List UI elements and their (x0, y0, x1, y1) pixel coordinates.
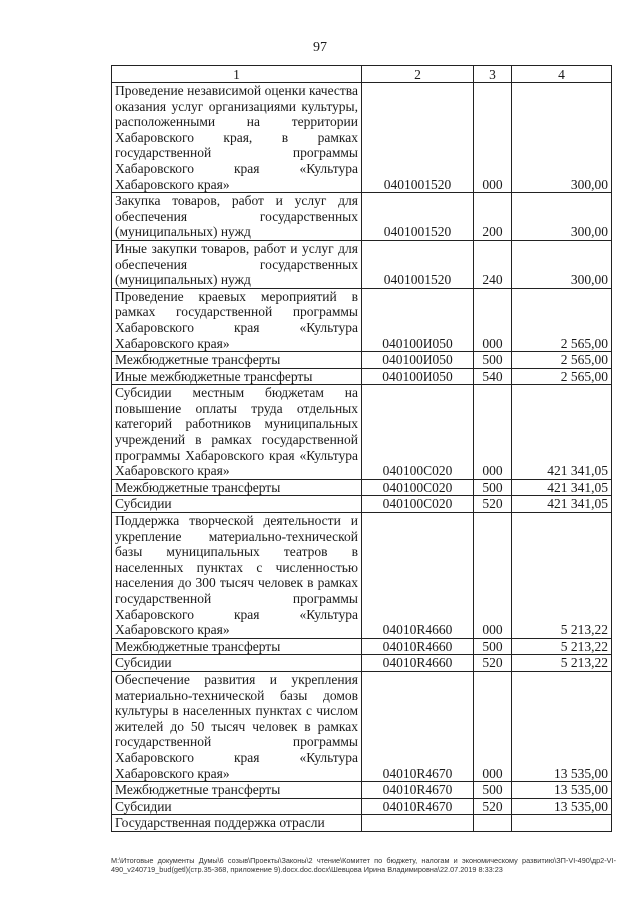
row-code: 040100С020 (362, 479, 474, 496)
table-row (112, 782, 612, 799)
row-name: Поддержка творческой деятельности и укрепление материально-технической базы муниципальных театров в населенных пунктах с численностью населения до 300 тысяч человек в рамках государственной программы Хабаровского края «Культура Хабаровского края» (112, 513, 362, 639)
row-expense-type: 500 (474, 782, 512, 799)
row-name: Субсидии (112, 655, 362, 672)
table-row (112, 288, 612, 351)
row-name: Субсидии (112, 798, 362, 815)
row-expense-type: 520 (474, 496, 512, 513)
row-amount (512, 815, 612, 832)
row-name: Обеспечение развития и укрепления материально-технической базы домов культуры в населенных пунктах с числом жителей до 50 тысяч человек в рамках государственной программы Хабаровского края «Культура Хабаровского края» (112, 671, 362, 781)
row-code: 04010R4670 (362, 782, 474, 799)
document-path-footer: M:\Итоговые документы Думы\6 созыв\Проекты\Законы\2 чтение\Комитет по бюджету, налогам и экономическому развитию\ЗП-VI-490\др2-VI-490_v240719_bud(getl)(стр.35-368, приложение 9).docx.doc.docx\Шевцова Ирина Владимировна\22.07.2019 8:33:23 (111, 856, 616, 874)
row-name: Иные межбюджетные трансферты (112, 368, 362, 385)
row-name: Проведение независимой оценки качества оказания услуг организациями культуры, расположенными на территории Хабаровского края, в рамках государственной программы Хабаровского края «Культура Хабаровского края» (112, 83, 362, 193)
table-row (112, 798, 612, 815)
row-amount: 13 535,00 (512, 671, 612, 781)
row-expense-type (474, 815, 512, 832)
row-name: Субсидии (112, 496, 362, 513)
row-amount: 5 213,22 (512, 638, 612, 655)
table-row (112, 513, 612, 639)
row-expense-type: 000 (474, 288, 512, 351)
row-amount: 2 565,00 (512, 288, 612, 351)
row-name: Государственная поддержка отрасли (112, 815, 362, 832)
row-name: Межбюджетные трансферты (112, 479, 362, 496)
row-expense-type: 000 (474, 385, 512, 480)
row-code: 0401001520 (362, 240, 474, 288)
row-amount: 421 341,05 (512, 496, 612, 513)
row-code: 04010R4670 (362, 798, 474, 815)
table-row (112, 240, 612, 288)
table-row (112, 655, 612, 672)
column-header-3: 3 (474, 66, 512, 83)
row-code: 04010R4670 (362, 671, 474, 781)
row-code: 040100И050 (362, 288, 474, 351)
table-row (112, 815, 612, 832)
row-name: Субсидии местным бюджетам на повышение оплаты труда отдельных категорий работников муниципальных учреждений в рамках государственной программы Хабаровского края «Культура Хабаровского края» (112, 385, 362, 480)
table-header-row (112, 66, 612, 83)
row-name: Проведение краевых мероприятий в рамках государственной программы Хабаровского края «Культура Хабаровского края» (112, 288, 362, 351)
row-amount: 2 565,00 (512, 368, 612, 385)
table-row (112, 352, 612, 369)
row-expense-type: 520 (474, 655, 512, 672)
page-number: 97 (313, 40, 327, 55)
row-amount: 300,00 (512, 83, 612, 193)
row-code (362, 815, 474, 832)
row-expense-type: 540 (474, 368, 512, 385)
row-name: Межбюджетные трансферты (112, 782, 362, 799)
column-header-1: 1 (112, 66, 362, 83)
table-row (112, 193, 612, 241)
row-name: Иные закупки товаров, работ и услуг для обеспечения государственных (муниципальных) нужд (112, 240, 362, 288)
row-amount: 5 213,22 (512, 513, 612, 639)
row-name: Межбюджетные трансферты (112, 638, 362, 655)
table-row (112, 479, 612, 496)
row-expense-type: 000 (474, 513, 512, 639)
row-name: Закупка товаров, работ и услуг для обеспечения государственных (муниципальных) нужд (112, 193, 362, 241)
row-expense-type: 500 (474, 352, 512, 369)
row-code: 04010R4660 (362, 513, 474, 639)
row-code: 040100С020 (362, 385, 474, 480)
row-expense-type: 000 (474, 83, 512, 193)
table-row (112, 496, 612, 513)
budget-table (111, 65, 612, 832)
table-row (112, 368, 612, 385)
row-code: 0401001520 (362, 193, 474, 241)
table-row (112, 671, 612, 781)
column-header-4: 4 (512, 66, 612, 83)
row-amount: 421 341,05 (512, 385, 612, 480)
row-expense-type: 520 (474, 798, 512, 815)
row-code: 040100И050 (362, 352, 474, 369)
row-expense-type: 500 (474, 638, 512, 655)
row-expense-type: 200 (474, 193, 512, 241)
row-expense-type: 240 (474, 240, 512, 288)
row-code: 040100С020 (362, 496, 474, 513)
row-code: 04010R4660 (362, 655, 474, 672)
row-amount: 13 535,00 (512, 782, 612, 799)
row-amount: 421 341,05 (512, 479, 612, 496)
row-amount: 5 213,22 (512, 655, 612, 672)
row-amount: 2 565,00 (512, 352, 612, 369)
column-header-2: 2 (362, 66, 474, 83)
row-expense-type: 000 (474, 671, 512, 781)
row-code: 04010R4660 (362, 638, 474, 655)
row-code: 040100И050 (362, 368, 474, 385)
row-name: Межбюджетные трансферты (112, 352, 362, 369)
table-row (112, 83, 612, 193)
row-amount: 300,00 (512, 240, 612, 288)
row-amount: 300,00 (512, 193, 612, 241)
row-amount: 13 535,00 (512, 798, 612, 815)
table-row (112, 638, 612, 655)
row-expense-type: 500 (474, 479, 512, 496)
row-code: 0401001520 (362, 83, 474, 193)
table-row (112, 385, 612, 480)
